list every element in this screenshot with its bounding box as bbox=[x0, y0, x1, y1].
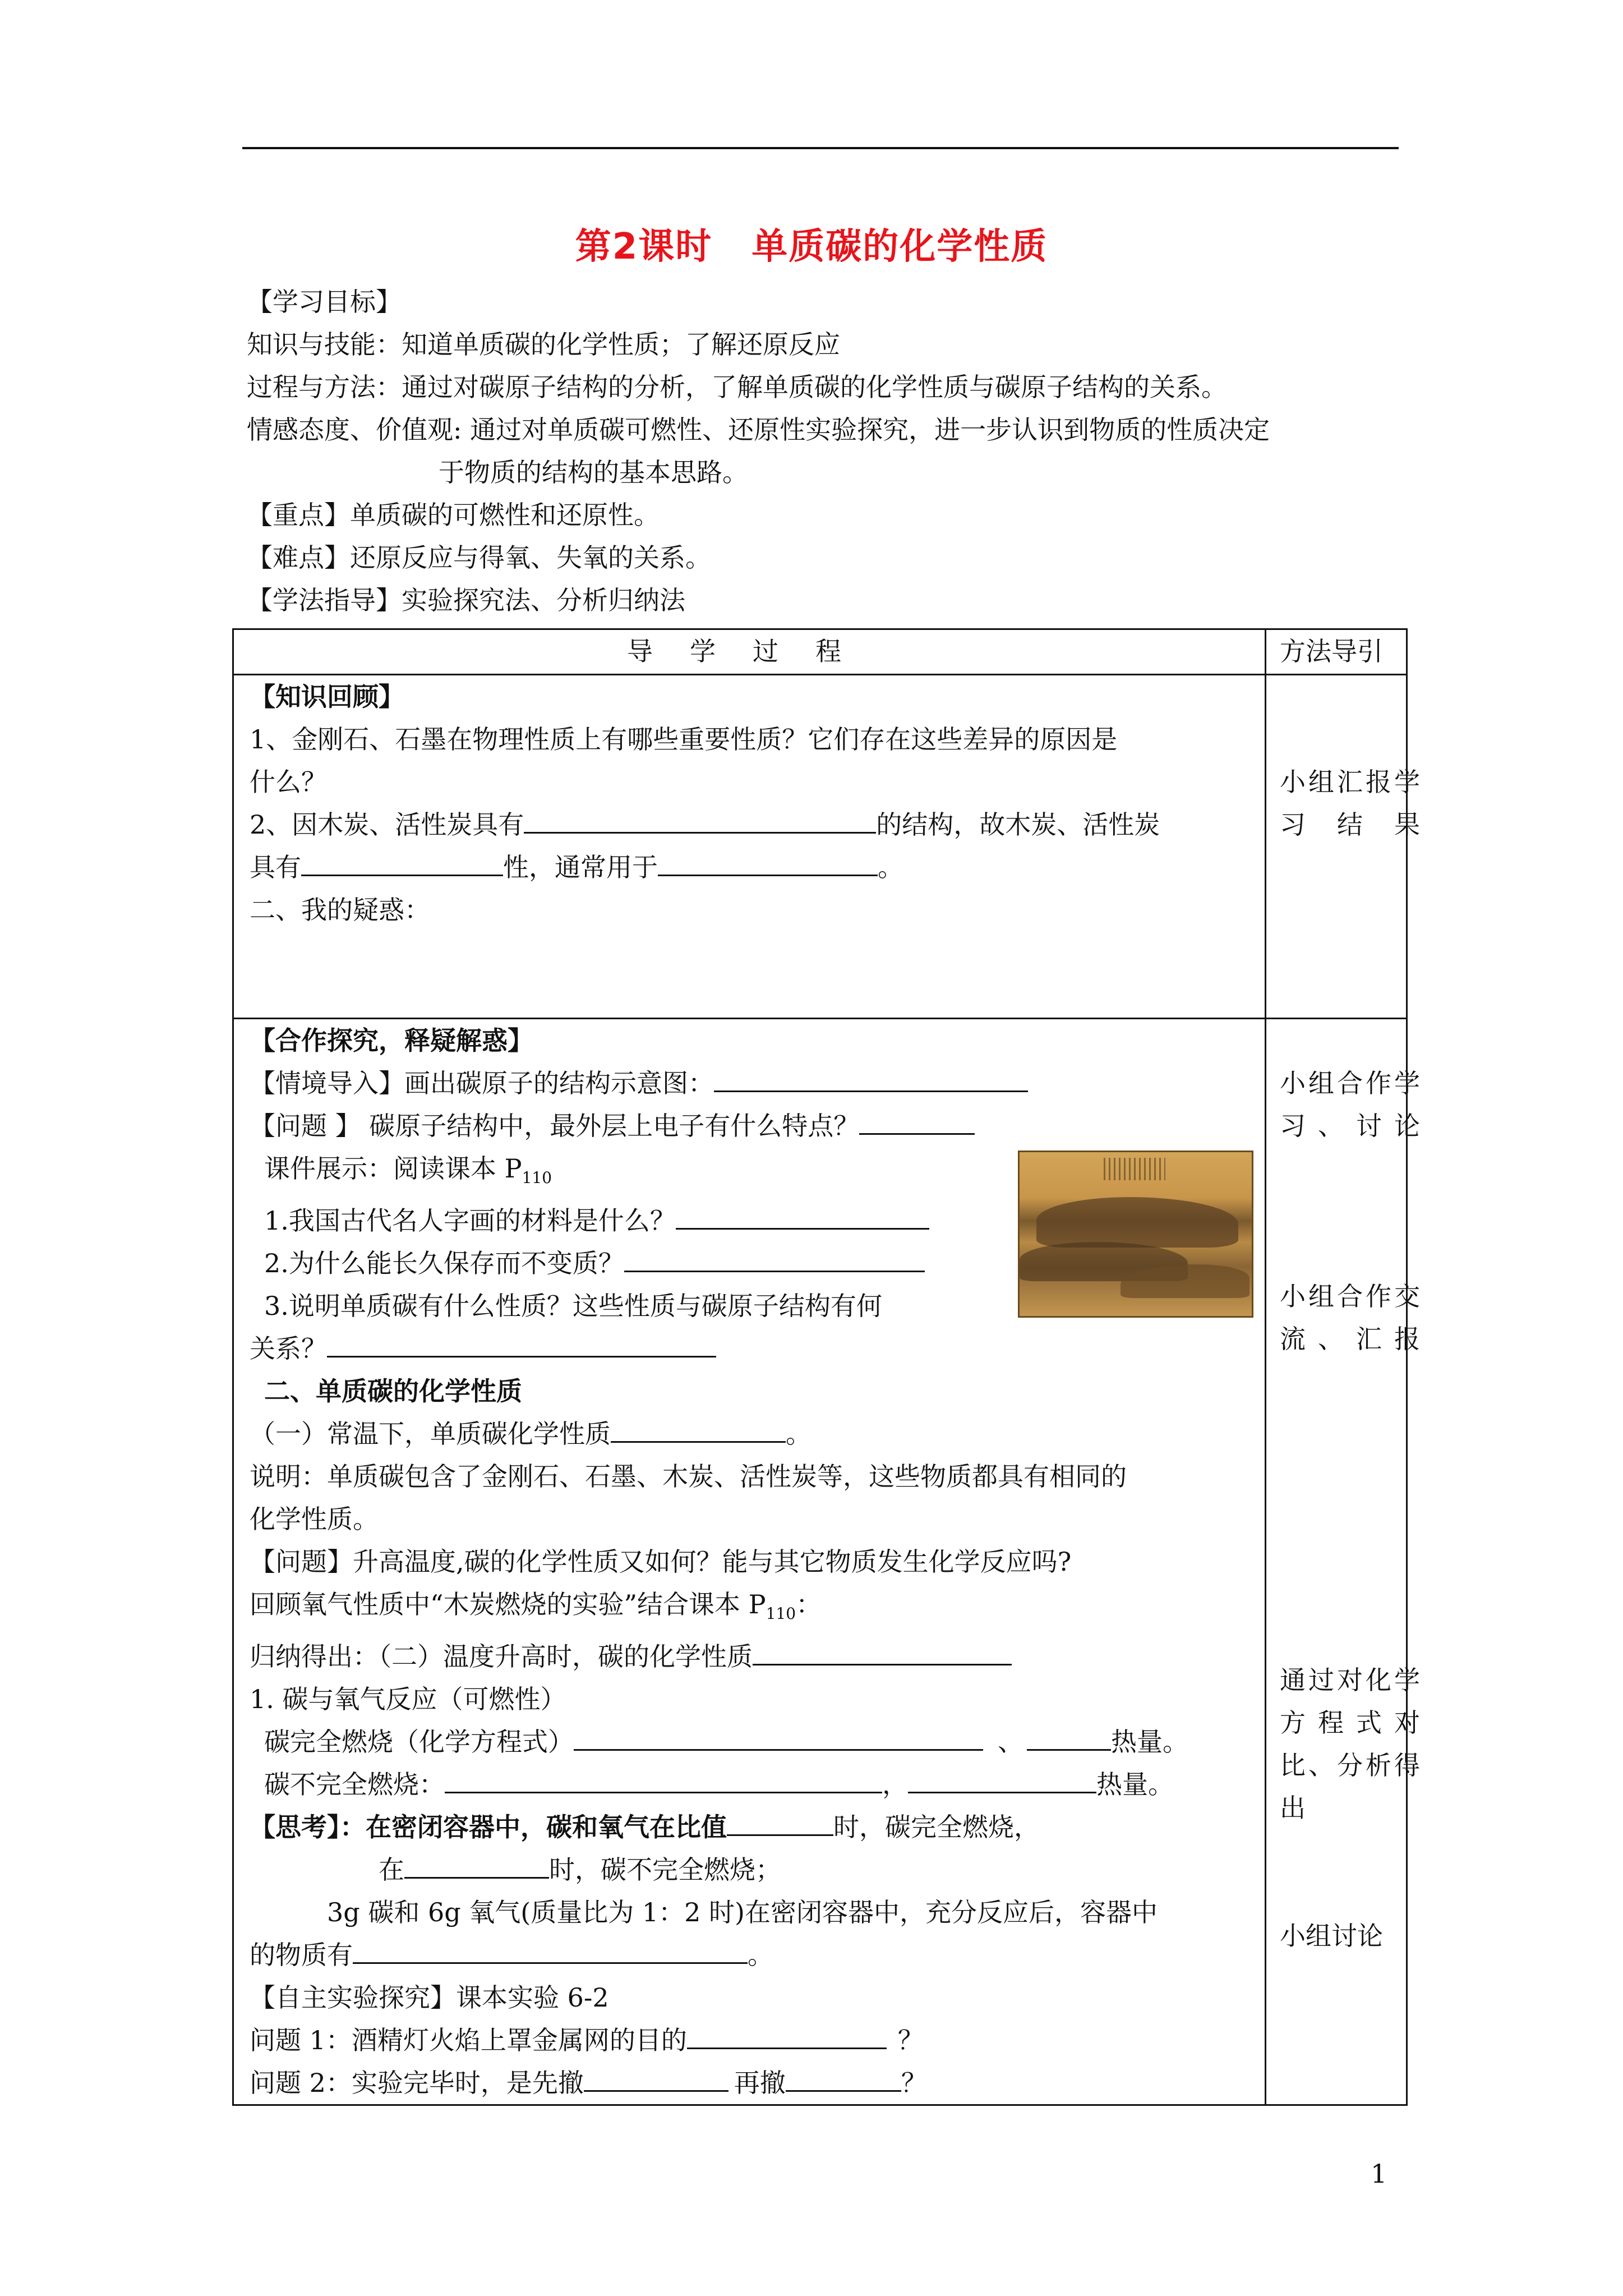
blank-complete-heat[interactable] bbox=[1027, 1723, 1111, 1751]
goals-heading: 【学习目标】 bbox=[247, 287, 402, 317]
title-lesson: 第2课时 bbox=[575, 226, 713, 268]
blank-electrons[interactable] bbox=[859, 1107, 975, 1135]
self-experiment: 【自主实验探究】课本实验 6-2 bbox=[250, 1982, 609, 2013]
blank-ratio-complete[interactable] bbox=[727, 1809, 833, 1836]
blank-complete-equation[interactable] bbox=[574, 1723, 983, 1751]
review-q2: 2、因木炭、活性炭具有 的结构，故木炭、活性炭 bbox=[250, 803, 1256, 846]
review-cell bbox=[233, 675, 1266, 1019]
guide-group-exchange: 小组合作交流、汇报 bbox=[1280, 1281, 1420, 1354]
blank-relation[interactable] bbox=[327, 1330, 716, 1358]
painting-q2: 2.为什么能长久保存而不变质？ bbox=[250, 1242, 1256, 1285]
review-q1: 1、金刚石、石墨在物理性质上有哪些重要性质？它们存在这些差异的原因是 bbox=[250, 724, 1118, 754]
guide-report: 小组汇报学习结果 bbox=[1280, 767, 1420, 840]
scene-intro: 【情境导入】画出碳原子的结构示意图： bbox=[250, 1062, 1256, 1105]
explore-heading: 【合作探究，释疑解惑】 bbox=[250, 1025, 533, 1056]
blank-remove-second[interactable] bbox=[786, 2064, 901, 2092]
review-oxygen: 回顾氧气性质中“木炭燃烧的实验”结合课本 $P_{110}$： bbox=[250, 1589, 822, 1623]
review-heading: 【知识回顾】 bbox=[250, 682, 404, 712]
blank-atom-diagram[interactable] bbox=[714, 1065, 1028, 1092]
courseware: 课件展示：阅读课本 $P_{110}$ bbox=[264, 1153, 552, 1188]
blank-ratio-incomplete[interactable] bbox=[404, 1851, 549, 1879]
blank-remove-first[interactable] bbox=[584, 2064, 728, 2092]
painting-q1: 1.我国古代名人字画的材料是什么？ bbox=[250, 1199, 1256, 1242]
review-q2-cont: 具有 性，通常用于 。 bbox=[250, 846, 1256, 889]
goal-emotion-cont: 于物质的结构的基本思路。 bbox=[439, 457, 748, 487]
complete-combustion: 碳完全燃烧（化学方程式） 、 热量。 bbox=[250, 1720, 1256, 1763]
study-method: 【学法指导】实验探究法、分析归纳法 bbox=[247, 585, 685, 615]
key-point: 【重点】单质碳的可燃性和还原性。 bbox=[247, 500, 660, 530]
blank-material[interactable] bbox=[676, 1202, 929, 1230]
blank-structure[interactable] bbox=[524, 806, 876, 834]
goal-emotion: 情感态度、价值观: 通过对单质碳可燃性、还原性实验探究，进一步认识到物质的性质决定 bbox=[247, 415, 1270, 445]
problem-electrons: 【问题 】 碳原子结构中，最外层上电子有什么特点？ bbox=[250, 1105, 1256, 1147]
painting-q3-cont: 关系？ bbox=[250, 1327, 1256, 1370]
explanation-cont: 化学性质。 bbox=[250, 1504, 379, 1535]
learning-objectives bbox=[247, 280, 1402, 622]
blank-usage[interactable] bbox=[658, 849, 878, 876]
question-1: 问题 1：酒精灯火焰上罩金属网的目的 ？ bbox=[250, 2019, 1256, 2062]
my-doubts: 二、我的疑惑： bbox=[250, 895, 430, 925]
incomplete-combustion: 碳不完全燃烧： ， 热量。 bbox=[250, 1763, 1256, 1806]
calculation: 3g 碳和 6g 氧气(质量比为 1：2 时)在密闭容器中，充分反应后，容器中 bbox=[327, 1897, 1158, 1928]
header-rule bbox=[242, 147, 1399, 149]
blank-mesh-purpose[interactable] bbox=[687, 2022, 887, 2049]
page-number: 1 bbox=[1371, 2159, 1387, 2189]
review-q1-cont: 什么？ bbox=[250, 767, 327, 797]
think: 【思考】：在密闭容器中，碳和氧气在比值 时，碳完全燃烧， bbox=[250, 1806, 1256, 1848]
calculation-cont: 的物质有 。 bbox=[250, 1934, 1256, 1976]
page-title bbox=[0, 218, 1623, 269]
difficulty: 【难点】还原反应与得氧、失氧的关系。 bbox=[247, 542, 711, 573]
blank-preserve[interactable] bbox=[624, 1245, 925, 1272]
header-process: 导学过程 bbox=[233, 629, 1266, 675]
goal-process: 过程与方法：通过对碳原子结构的分析，了解单质碳的化学性质与碳原子结构的关系。 bbox=[247, 372, 1227, 402]
blank-incomplete-heat[interactable] bbox=[908, 1766, 1096, 1793]
blank-incomplete-equation[interactable] bbox=[445, 1766, 882, 1793]
review-guide bbox=[1266, 675, 1420, 1019]
guide-group-discuss: 小组合作学习、讨论 bbox=[1280, 1068, 1420, 1141]
guide-group-discussion: 小组讨论 bbox=[1280, 1921, 1383, 1951]
explanation: 说明：单质碳包含了金刚石、石墨、木炭、活性炭等，这些物质都具有相同的 bbox=[250, 1461, 1127, 1492]
explore-cell bbox=[233, 1019, 1266, 2105]
explore-guide bbox=[1266, 1019, 1420, 2105]
header-guide: 方法导引 bbox=[1266, 629, 1407, 675]
painting-q3: 3.说明单质碳有什么性质？这些性质与碳原子结构有何 bbox=[264, 1291, 882, 1322]
blank-stable[interactable] bbox=[611, 1415, 786, 1443]
blank-substances[interactable] bbox=[353, 1936, 748, 1964]
normal-temperature: （一）常温下，单质碳化学性质 。 bbox=[250, 1412, 1256, 1455]
blank-property[interactable] bbox=[301, 849, 503, 876]
question-2: 问题 2：实验完毕时，是先撤 再撤 ？ bbox=[250, 2062, 1256, 2104]
item-combustion: 1. 碳与氧气反应（可燃性） bbox=[250, 1684, 566, 1715]
conclusion: 归纳得出：（二）温度升高时，碳的化学性质 bbox=[250, 1635, 1256, 1678]
guide-table bbox=[232, 628, 1420, 2106]
section-chemical-properties: 二、单质碳的化学性质 bbox=[264, 1376, 522, 1407]
review-row bbox=[233, 675, 1407, 1019]
goal-knowledge: 知识与技能：知道单质碳的化学性质；了解还原反应 bbox=[247, 329, 840, 360]
title-topic: 单质碳的化学性质 bbox=[751, 226, 1048, 268]
explore-row bbox=[233, 1019, 1407, 2105]
guide-equation-compare: 通过对化学方程式对比、分析得出 bbox=[1280, 1665, 1420, 1823]
problem-high-temp: 【问题】升高温度,碳的化学性质又如何？能与其它物质发生化学反应吗? bbox=[250, 1547, 1072, 1577]
ancient-painting-image bbox=[1018, 1151, 1253, 1318]
blank-high-temp[interactable] bbox=[753, 1638, 1012, 1665]
think-cont: 在 时，碳不完全燃烧； bbox=[250, 1848, 1256, 1891]
table-header-row bbox=[233, 629, 1407, 675]
